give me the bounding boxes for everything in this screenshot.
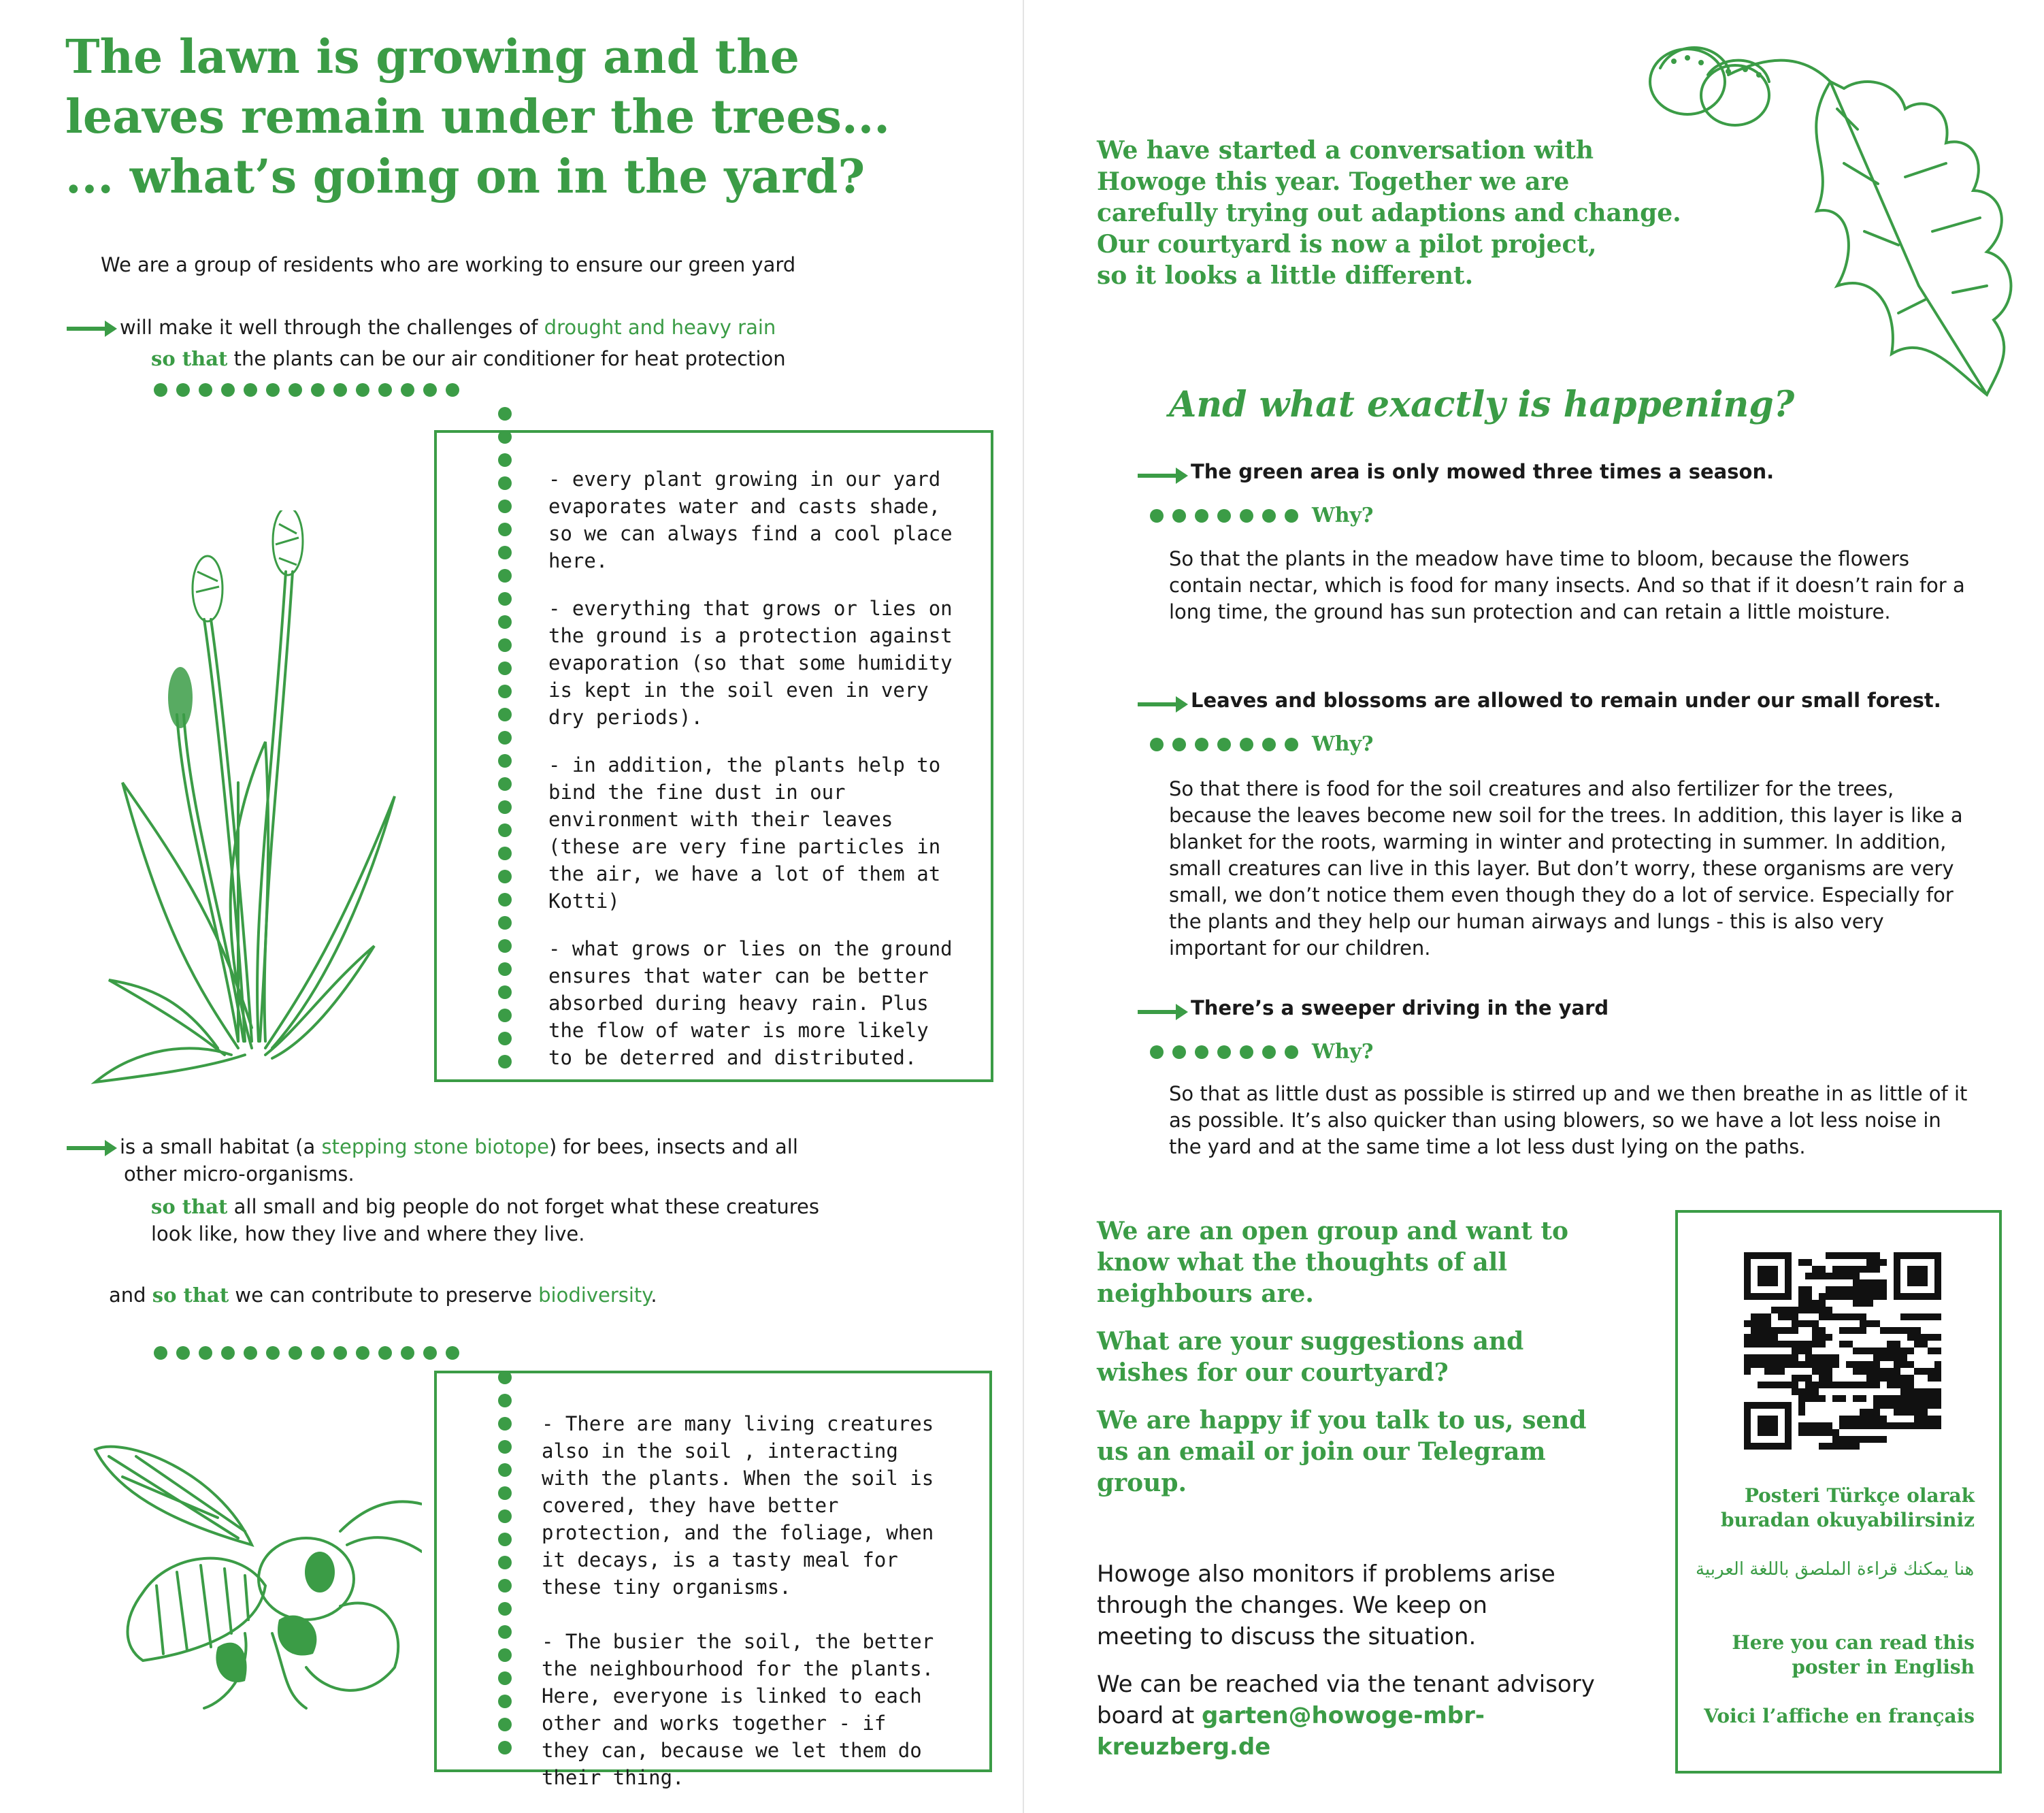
dot bbox=[498, 754, 512, 768]
dot bbox=[1262, 738, 1276, 751]
dot bbox=[498, 916, 512, 930]
dot bbox=[498, 777, 512, 791]
dot bbox=[1262, 1045, 1276, 1059]
dot bbox=[498, 1032, 512, 1045]
cta-contact: We are happy if you talk to us, send us an email or join our Telegram group. bbox=[1097, 1406, 1587, 1497]
english-link[interactable]: Here you can read this poster in English bbox=[1732, 1631, 1975, 1678]
page-divider bbox=[1023, 0, 1024, 1813]
dot bbox=[378, 1346, 392, 1360]
dot bbox=[221, 1346, 235, 1360]
qr-code[interactable] bbox=[1741, 1252, 1945, 1450]
dot bbox=[498, 523, 512, 536]
dot bbox=[498, 1718, 512, 1731]
dot bbox=[498, 1741, 512, 1754]
dot bbox=[176, 1346, 190, 1360]
dot bbox=[289, 1346, 302, 1360]
dot bbox=[1285, 738, 1298, 751]
dot bbox=[498, 731, 512, 745]
dotted-line-v1 bbox=[498, 407, 512, 1068]
title-line-1: The lawn is growing and the bbox=[65, 30, 800, 84]
arrow-icon bbox=[67, 1146, 114, 1150]
dot bbox=[498, 1486, 512, 1500]
dot bbox=[423, 383, 437, 397]
dot bbox=[333, 383, 347, 397]
cta-open-group: We are an open group and want to know what the thoughts of all neighbours are. bbox=[1097, 1217, 1569, 1308]
point-habitat-line4: look like, how they live and where they live. bbox=[151, 1222, 585, 1245]
dotted-line bbox=[1150, 1045, 1298, 1059]
box1-text bbox=[548, 466, 957, 1092]
cta-suggestions: What are your suggestions and wishes for our courtyard? bbox=[1097, 1327, 1524, 1387]
dot bbox=[498, 1695, 512, 1708]
dot bbox=[498, 1055, 512, 1068]
point-habitat-line2: other micro-organisms. bbox=[124, 1162, 355, 1186]
dot bbox=[498, 500, 512, 513]
dot bbox=[498, 1579, 512, 1592]
box2-text bbox=[542, 1410, 936, 1812]
email-link[interactable]: garten@howoge-mbr-kreuzberg.de bbox=[1097, 1702, 1485, 1761]
dot bbox=[498, 1417, 512, 1431]
why-row: Why? bbox=[1150, 732, 1374, 756]
dot bbox=[266, 383, 280, 397]
dot bbox=[498, 1509, 512, 1523]
dot bbox=[498, 685, 512, 698]
why-row: Why? bbox=[1150, 504, 1374, 527]
dotted-line-v2 bbox=[498, 1371, 512, 1754]
dot bbox=[1217, 738, 1231, 751]
dot bbox=[498, 708, 512, 721]
biodiversity-highlight: biodiversity bbox=[538, 1284, 651, 1307]
item-mowing-text: So that the plants in the meadow have time to bloom, because the flowers contain nectar, which is food for many insects. And so that if it doesn’t rain for a long time, the ground has sun protection and can retain a little moisture. bbox=[1169, 547, 1965, 623]
box2-paragraph: - The busier the soil, the better the neighbourhood for the plants. Here, everyone is linked to each other and works together - if they can, because we let them do their thing. bbox=[542, 1630, 934, 1789]
dot bbox=[333, 1346, 347, 1360]
dot bbox=[311, 1346, 325, 1360]
dot bbox=[154, 383, 167, 397]
dot bbox=[498, 1440, 512, 1454]
dot bbox=[1240, 738, 1253, 751]
dot bbox=[266, 1346, 280, 1360]
point-drought-sothat: so that the plants can be our air conditioner for heat protection bbox=[151, 347, 786, 370]
dot bbox=[423, 1346, 437, 1360]
dot bbox=[221, 383, 235, 397]
dot bbox=[446, 383, 459, 397]
dot bbox=[356, 383, 369, 397]
box2-paragraph: - There are many living creatures also in the soil , interacting with the plants. When the soil is covered, they have better protection, and the foliage, when it decays, is a tasty meal for these tiny organisms. bbox=[542, 1412, 934, 1599]
dot bbox=[1150, 1045, 1164, 1059]
point-habitat: is a small habitat (a stepping stone biotope) for bees, insects and all bbox=[67, 1134, 951, 1160]
drought-highlight: drought and heavy rain bbox=[544, 316, 776, 339]
dot bbox=[1217, 509, 1231, 523]
dot bbox=[401, 1346, 414, 1360]
dot bbox=[498, 476, 512, 490]
dot bbox=[1285, 1045, 1298, 1059]
dot bbox=[498, 592, 512, 606]
dot bbox=[498, 430, 512, 444]
dot bbox=[498, 823, 512, 837]
dot bbox=[498, 662, 512, 675]
box1-paragraph: - everything that grows or lies on the ground is a protection against evaporation (so that some humidity is kept in the soil even in very dry periods). bbox=[548, 597, 953, 729]
dot bbox=[498, 939, 512, 953]
item-sweeper-text: So that as little dust as possible is stirred up and we then breathe in as little of it as possible. It’s also quicker than using blowers, so we have a lot less noise in the yard and at the same time a lot less dust lying on the paths. bbox=[1169, 1082, 1968, 1158]
why-row: Why? bbox=[1150, 1040, 1374, 1064]
item-leaves-text: So that there is food for the soil creatures and also fertilizer for the trees, because the leaves become new soil for the trees. In addition, this layer is like a blanket for the roots, warming in winter and protecting in summer. In addition, small creatures can live in this layer. But don’t worry, these organisms are very small, we don’t notice them even though they do a lot of service. Especially for the plants and they help our human airways and lungs - this is also very important for our children. bbox=[1169, 777, 1963, 960]
dot bbox=[1172, 509, 1186, 523]
arrow-icon bbox=[1138, 474, 1185, 478]
box1-paragraph: - in addition, the plants help to bind the fine dust in our environment with their leaves (these are very fine particles in the air, we have a lot of them at Kotti) bbox=[548, 753, 941, 913]
intro-text: We are a group of residents who are working to ensure our green yard bbox=[101, 253, 796, 276]
dot bbox=[1172, 738, 1186, 751]
monitor-text: Howoge also monitors if problems arise through the changes. We keep on meeting to discuss the situation. bbox=[1097, 1561, 1555, 1650]
point-biodiversity: and so that we can contribute to preserve biodiversity. bbox=[109, 1284, 657, 1307]
dot bbox=[498, 1602, 512, 1616]
dot bbox=[498, 615, 512, 629]
biotope-highlight: stepping stone biotope bbox=[321, 1135, 549, 1158]
cta-block bbox=[1097, 1215, 1587, 1499]
item-leaves-title: Leaves and blossoms are allowed to remain under our small forest. bbox=[1138, 689, 1988, 712]
dot bbox=[1240, 1045, 1253, 1059]
dotted-line-h1 bbox=[154, 383, 459, 397]
dot bbox=[176, 383, 190, 397]
dot bbox=[498, 1556, 512, 1569]
dot bbox=[244, 1346, 257, 1360]
dot bbox=[378, 383, 392, 397]
turkish-link[interactable]: Posteri Türkçe olarak buradan okuyabilirsiniz bbox=[1720, 1484, 1975, 1531]
point-drought: will make it well through the challenges of drought and heavy rain bbox=[67, 314, 951, 341]
dot bbox=[498, 1394, 512, 1407]
box1-paragraph: - every plant growing in our yard evaporates water and casts shade, so we can always find a cool place here. bbox=[548, 468, 953, 572]
dot bbox=[1172, 1045, 1186, 1059]
dot bbox=[498, 453, 512, 467]
item-mowing-title: The green area is only mowed three times a season. bbox=[1138, 460, 1988, 483]
point-habitat-sothat: so that all small and big people do not forget what these creatures bbox=[151, 1195, 819, 1218]
dot bbox=[199, 1346, 212, 1360]
dot bbox=[401, 383, 414, 397]
dot bbox=[1150, 738, 1164, 751]
dot bbox=[498, 893, 512, 906]
dotted-line bbox=[1150, 738, 1298, 751]
dot bbox=[498, 985, 512, 999]
dot bbox=[498, 962, 512, 976]
dot bbox=[498, 870, 512, 883]
dot bbox=[289, 383, 302, 397]
dot bbox=[498, 1625, 512, 1639]
dot bbox=[154, 1346, 167, 1360]
dot bbox=[1195, 1045, 1208, 1059]
dot bbox=[498, 1648, 512, 1662]
dot bbox=[498, 546, 512, 559]
item-sweeper-title: There’s a sweeper driving in the yard bbox=[1138, 996, 1988, 1019]
reach-text: We can be reached via the tenant advisory board at garten@howoge-mbr-kreuzberg.de bbox=[1097, 1671, 1595, 1761]
dot bbox=[1150, 509, 1164, 523]
page-title bbox=[65, 27, 1004, 207]
box1-paragraph: - what grows or lies on the ground ensures that water can be better absorbed during heavy rain. Plus the flow of water is more likely to be deterred and distributed. bbox=[548, 937, 953, 1069]
arabic-link[interactable]: هنا يمكنك قراءة الملصق باللغة العربية bbox=[1696, 1559, 1975, 1580]
dot bbox=[1262, 509, 1276, 523]
dot bbox=[356, 1346, 369, 1360]
arrow-icon bbox=[1138, 1010, 1185, 1014]
french-link[interactable]: Voici l’affiche en français bbox=[1704, 1705, 1975, 1727]
dot bbox=[199, 383, 212, 397]
bee-illustration bbox=[82, 1429, 422, 1715]
dot bbox=[446, 1346, 459, 1360]
intro-conversation: We have started a conversation with Howoge this year. Together we are carefully trying out adaptions and change. Our courtyard is now a pilot project, so it looks a little different. bbox=[1097, 136, 1681, 290]
title-line-3: ... what’s going on in the yard? bbox=[65, 150, 866, 204]
section-heading: And what exactly is happening? bbox=[1169, 384, 1795, 425]
arrow-icon bbox=[67, 327, 114, 331]
dot bbox=[498, 1371, 512, 1384]
dot bbox=[1195, 738, 1208, 751]
dot bbox=[498, 1009, 512, 1022]
dot bbox=[311, 383, 325, 397]
dotted-line bbox=[1150, 509, 1298, 523]
dot bbox=[498, 1463, 512, 1477]
dot bbox=[1217, 1045, 1231, 1059]
dot bbox=[1240, 509, 1253, 523]
dotted-line-h2 bbox=[154, 1346, 459, 1360]
dot bbox=[498, 1671, 512, 1685]
dot bbox=[498, 800, 512, 814]
dot bbox=[1285, 509, 1298, 523]
plantain-illustration bbox=[82, 510, 422, 1089]
dot bbox=[498, 407, 512, 421]
dot bbox=[498, 1533, 512, 1546]
title-line-2: leaves remain under the trees... bbox=[65, 90, 890, 144]
dot bbox=[498, 847, 512, 860]
dot bbox=[244, 383, 257, 397]
dot bbox=[1195, 509, 1208, 523]
dot bbox=[498, 569, 512, 583]
dot bbox=[498, 638, 512, 652]
arrow-icon bbox=[1138, 702, 1185, 706]
